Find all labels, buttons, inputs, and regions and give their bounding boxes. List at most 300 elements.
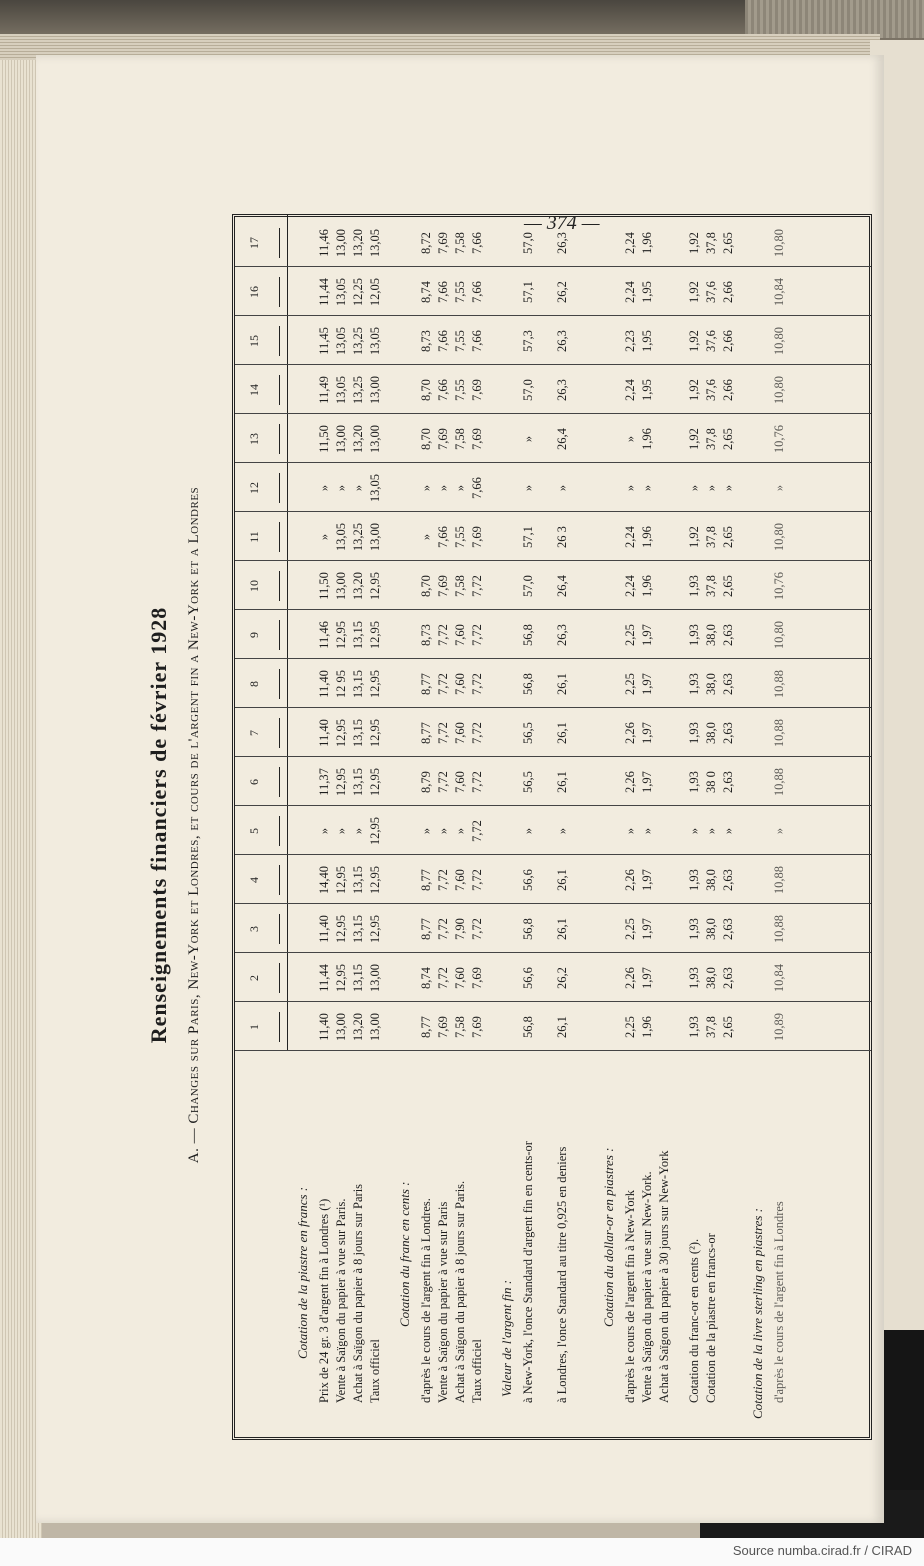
table-cell: » bbox=[453, 827, 467, 835]
table-cell: 8,72 bbox=[419, 232, 433, 254]
header-dash bbox=[279, 571, 280, 601]
table-cell: » bbox=[521, 435, 535, 443]
table-cell: 2,25 bbox=[623, 1016, 637, 1038]
column-header-16: 16 bbox=[247, 286, 261, 298]
header-dash bbox=[279, 473, 280, 503]
table-cell: 1,93 bbox=[687, 575, 701, 597]
table-cell: 13,00 bbox=[368, 1012, 382, 1042]
table-cell: 7,58 bbox=[453, 232, 467, 254]
column-divider bbox=[235, 658, 871, 659]
table-cell: 7,60 bbox=[453, 967, 467, 989]
table-cell: 7,72 bbox=[436, 967, 450, 989]
table-cell: 1,92 bbox=[687, 428, 701, 450]
table-cell: » bbox=[687, 484, 701, 492]
table-cell: 2,63 bbox=[721, 624, 735, 646]
row-label: Achat à Saïgon du papier à 8 jours sur Paris. bbox=[453, 1180, 467, 1403]
row-label: Cotation du franc-or en cents (²). bbox=[687, 1238, 701, 1403]
table-cell: 37,8 bbox=[704, 526, 718, 548]
header-dash bbox=[279, 816, 280, 846]
table-cell: 12,95 bbox=[334, 767, 348, 797]
table-cell: 13,20 bbox=[351, 571, 365, 601]
table-cell: 8,77 bbox=[419, 722, 433, 744]
table-cell: 26,1 bbox=[555, 869, 569, 891]
table-cell: 57,1 bbox=[521, 526, 535, 548]
table-cell: 26,2 bbox=[555, 281, 569, 303]
table-cell: 7,72 bbox=[436, 624, 450, 646]
header-dash bbox=[279, 718, 280, 748]
table-cell: 10,84 bbox=[772, 963, 786, 993]
column-header-6: 6 bbox=[247, 779, 261, 785]
section-heading: Cotation du franc en cents : bbox=[397, 1181, 412, 1327]
column-divider bbox=[235, 1001, 871, 1002]
column-divider bbox=[235, 707, 871, 708]
table-cell: 26,3 bbox=[555, 379, 569, 401]
column-divider bbox=[235, 364, 871, 365]
table-cell: 1,95 bbox=[640, 281, 654, 303]
table-cell: 1,97 bbox=[640, 918, 654, 940]
table-cell: 7,66 bbox=[470, 281, 484, 303]
header-dash bbox=[279, 963, 280, 993]
table-cell: 7,72 bbox=[470, 673, 484, 695]
table-cell: 13,00 bbox=[368, 424, 382, 454]
section-heading: Cotation de la piastre en francs : bbox=[295, 1186, 310, 1359]
table-cell: 11,50 bbox=[317, 425, 331, 453]
row-label: Achat à Saïgon du papier à 30 jours sur New-York bbox=[657, 1150, 671, 1403]
table-cell: 1,97 bbox=[640, 967, 654, 989]
header-rule bbox=[287, 215, 288, 1051]
table-cell: 7,66 bbox=[470, 232, 484, 254]
table-cell: 7,60 bbox=[453, 722, 467, 744]
table-cell: 56,8 bbox=[521, 918, 535, 940]
table-cell: 2,65 bbox=[721, 526, 735, 548]
table-cell: 11,40 bbox=[317, 670, 331, 698]
table-cell: 8,74 bbox=[419, 281, 433, 303]
table-cell: 7,72 bbox=[470, 722, 484, 744]
column-divider bbox=[235, 560, 871, 561]
table-cell: 7,66 bbox=[436, 379, 450, 401]
page-title: Renseignements financiers de février 1928 bbox=[146, 606, 171, 1044]
table-cell: 7,69 bbox=[436, 1016, 450, 1038]
header-dash bbox=[279, 669, 280, 699]
table-cell: 11,44 bbox=[317, 278, 331, 306]
table-cell: 2,25 bbox=[623, 673, 637, 695]
table-cell: 37,8 bbox=[704, 575, 718, 597]
table-cell: 2,65 bbox=[721, 232, 735, 254]
column-header-5: 5 bbox=[247, 828, 261, 834]
header-dash bbox=[279, 914, 280, 944]
table-cell: 10,88 bbox=[772, 865, 786, 895]
table-cell: 7,69 bbox=[470, 526, 484, 548]
header-dash bbox=[279, 1012, 280, 1042]
table-cell: 13,05 bbox=[368, 326, 382, 356]
table-cell: 1,95 bbox=[640, 379, 654, 401]
table-cell: 7,72 bbox=[470, 918, 484, 940]
table-cell: 2,63 bbox=[721, 722, 735, 744]
column-divider bbox=[235, 609, 871, 610]
table-cell: » bbox=[772, 484, 786, 492]
table-cell: » bbox=[317, 533, 331, 541]
table-cell: 2,63 bbox=[721, 869, 735, 891]
table-cell: 8,70 bbox=[419, 428, 433, 450]
column-header-9: 9 bbox=[247, 632, 261, 638]
table-cell: 12,95 bbox=[368, 767, 382, 797]
table-cell: 7,58 bbox=[453, 428, 467, 450]
table-cell: 12,95 bbox=[334, 963, 348, 993]
table-cell: 7,72 bbox=[436, 673, 450, 695]
column-divider bbox=[235, 805, 871, 806]
header-dash bbox=[279, 228, 280, 258]
row-label: Vente à Saïgon du papier à vue sur New-York. bbox=[640, 1171, 654, 1403]
row-label: Vente à Saïgon du papier à vue sur Paris. bbox=[334, 1198, 348, 1403]
table-cell: 26,4 bbox=[555, 575, 569, 597]
table-cell: 2,63 bbox=[721, 918, 735, 940]
column-divider bbox=[235, 511, 871, 512]
table-cell: 10,80 bbox=[772, 228, 786, 258]
table-cell: 56,5 bbox=[521, 722, 535, 744]
table-cell: 13,05 bbox=[334, 277, 348, 307]
table-cell: 1,92 bbox=[687, 281, 701, 303]
table-cell: » bbox=[317, 484, 331, 492]
table-cell: 1,95 bbox=[640, 330, 654, 352]
table-cell: 1,92 bbox=[687, 526, 701, 548]
table-cell: 11,37 bbox=[317, 768, 331, 796]
table-cell: 7,60 bbox=[453, 869, 467, 891]
table-cell: 26,3 bbox=[555, 232, 569, 254]
table-cell: 11,40 bbox=[317, 1013, 331, 1041]
table-cell: 2,65 bbox=[721, 1016, 735, 1038]
table-cell: » bbox=[521, 484, 535, 492]
table-cell: » bbox=[419, 827, 433, 835]
table-cell: 37,6 bbox=[704, 330, 718, 352]
table-cell: 13,05 bbox=[334, 326, 348, 356]
table-cell: 11,44 bbox=[317, 964, 331, 992]
table-cell: 26 3 bbox=[555, 526, 569, 548]
table-cell: 2,26 bbox=[623, 722, 637, 744]
table-cell: 7,72 bbox=[436, 771, 450, 793]
source-credit: Source numba.cirad.fr / CIRAD bbox=[732, 1543, 912, 1558]
table-cell: 7,60 bbox=[453, 673, 467, 695]
row-label: Taux officiel bbox=[470, 1339, 484, 1403]
header-dash bbox=[279, 424, 280, 454]
table-cell: 7,72 bbox=[470, 869, 484, 891]
header-dash bbox=[279, 620, 280, 650]
column-divider bbox=[235, 315, 871, 316]
table-cell: 57,1 bbox=[521, 281, 535, 303]
table-cell: 11,46 bbox=[317, 229, 331, 257]
row-label: d'après le cours de l'argent fin à Londres bbox=[772, 1201, 786, 1403]
table-cell: 10,88 bbox=[772, 767, 786, 797]
table-cell: 38,0 bbox=[704, 673, 718, 695]
table-cell: » bbox=[419, 484, 433, 492]
table-cell: 10,80 bbox=[772, 375, 786, 405]
column-header-13: 13 bbox=[247, 433, 261, 445]
table-cell: » bbox=[555, 827, 569, 835]
table-cell: 1,96 bbox=[640, 428, 654, 450]
column-header-17: 17 bbox=[247, 237, 261, 249]
table-cell: » bbox=[721, 484, 735, 492]
table-cell: 2,63 bbox=[721, 771, 735, 793]
column-header-3: 3 bbox=[247, 926, 261, 932]
table-cell: 7,60 bbox=[453, 624, 467, 646]
table-cell: 12,95 bbox=[368, 718, 382, 748]
table-cell: 8,70 bbox=[419, 379, 433, 401]
table-cell: 13,15 bbox=[351, 914, 365, 944]
table-cell: 13,25 bbox=[351, 326, 365, 356]
page-subtitle: A. — Changes sur Paris, New-York et Londres, et cours de l'argent fin a New-York et a Londres bbox=[186, 486, 202, 1164]
table-cell: 37,8 bbox=[704, 1016, 718, 1038]
table-cell: 13,00 bbox=[368, 375, 382, 405]
table-cell: 56,6 bbox=[521, 967, 535, 989]
table-cell: 7,72 bbox=[470, 575, 484, 597]
table-cell: 2,66 bbox=[721, 281, 735, 303]
table-cell: 2,24 bbox=[623, 575, 637, 597]
section-heading: Cotation du dollar-or en piastres : bbox=[601, 1147, 616, 1327]
table-cell: 1,97 bbox=[640, 771, 654, 793]
column-divider bbox=[235, 266, 871, 267]
table-cell: 13,00 bbox=[334, 1012, 348, 1042]
table-cell: 2,65 bbox=[721, 428, 735, 450]
table-cell: 7,60 bbox=[453, 771, 467, 793]
table-cell: » bbox=[334, 827, 348, 835]
table-cell: 2,24 bbox=[623, 526, 637, 548]
table-cell: » bbox=[351, 827, 365, 835]
table-cell: » bbox=[436, 827, 450, 835]
table-cell: 10,88 bbox=[772, 914, 786, 944]
table-cell: 38,0 bbox=[704, 869, 718, 891]
table-cell: 1,97 bbox=[640, 869, 654, 891]
table-cell: 7,69 bbox=[470, 1016, 484, 1038]
header-dash bbox=[279, 277, 280, 307]
table-cell: » bbox=[704, 484, 718, 492]
header-dash bbox=[279, 767, 280, 797]
table-cell: 13,00 bbox=[334, 228, 348, 258]
table-cell: 38,0 bbox=[704, 967, 718, 989]
table-cell: 12,05 bbox=[368, 277, 382, 307]
table-cell: 2,63 bbox=[721, 673, 735, 695]
table-cell: 12,95 bbox=[334, 620, 348, 650]
header-dash bbox=[279, 326, 280, 356]
table-cell: 2,24 bbox=[623, 379, 637, 401]
table-cell: 2,26 bbox=[623, 869, 637, 891]
table-cell: 26,1 bbox=[555, 722, 569, 744]
header-dash bbox=[279, 522, 280, 552]
column-header-7: 7 bbox=[247, 730, 261, 736]
row-label: Cotation de la piastre en francs-or bbox=[704, 1233, 718, 1403]
table-cell: 11,50 bbox=[317, 572, 331, 600]
table-cell: 12,95 bbox=[368, 620, 382, 650]
table-cell: 57,0 bbox=[521, 575, 535, 597]
column-divider bbox=[235, 462, 871, 463]
table-cell: 7,90 bbox=[453, 918, 467, 940]
table-cell: 13,20 bbox=[351, 1012, 365, 1042]
table-cell: » bbox=[640, 827, 654, 835]
table-cell: 8,77 bbox=[419, 918, 433, 940]
table-cell: 12,95 bbox=[368, 816, 382, 846]
table-cell: 1,93 bbox=[687, 771, 701, 793]
table-cell: » bbox=[704, 827, 718, 835]
header-dash bbox=[279, 375, 280, 405]
table-cell: 2,25 bbox=[623, 918, 637, 940]
table-cell: 12,95 bbox=[368, 571, 382, 601]
table-cell: 2,26 bbox=[623, 771, 637, 793]
table-cell: » bbox=[623, 827, 637, 835]
section-heading: Valeur de l'argent fin : bbox=[499, 1279, 514, 1397]
table-cell: 11,40 bbox=[317, 915, 331, 943]
table-cell: 13,15 bbox=[351, 963, 365, 993]
row-label: d'après le cours de l'argent fin à Londres. bbox=[419, 1198, 433, 1403]
table-cell: 7,72 bbox=[436, 918, 450, 940]
column-header-12: 12 bbox=[247, 482, 261, 494]
table-cell: 10,84 bbox=[772, 277, 786, 307]
column-header-15: 15 bbox=[247, 335, 261, 347]
table-cell: 1,93 bbox=[687, 673, 701, 695]
table-cell: 37,8 bbox=[704, 232, 718, 254]
column-divider bbox=[235, 903, 871, 904]
table-cell: 37,8 bbox=[704, 428, 718, 450]
table-cell: 7,55 bbox=[453, 330, 467, 352]
table-cell: 38,0 bbox=[704, 918, 718, 940]
table-cell: 2,24 bbox=[623, 281, 637, 303]
table-cell: 1,97 bbox=[640, 722, 654, 744]
table-cell: 1,93 bbox=[687, 624, 701, 646]
table-cell: 8,74 bbox=[419, 967, 433, 989]
table-cell: 1,96 bbox=[640, 232, 654, 254]
table-cell: 10,76 bbox=[772, 571, 786, 601]
table-cell: 7,55 bbox=[453, 379, 467, 401]
table-cell: 37,6 bbox=[704, 379, 718, 401]
table-cell: 7,69 bbox=[436, 575, 450, 597]
table-cell: 12,95 bbox=[368, 914, 382, 944]
table-cell: 7,72 bbox=[436, 869, 450, 891]
row-label: Taux officiel bbox=[368, 1339, 382, 1403]
row-label: Achat à Saïgon du papier à 8 jours sur Paris bbox=[351, 1183, 365, 1403]
table-cell: 10,80 bbox=[772, 620, 786, 650]
table-cell: 26,1 bbox=[555, 1016, 569, 1038]
header-dash bbox=[279, 865, 280, 895]
column-divider bbox=[235, 854, 871, 855]
table-cell: 13,15 bbox=[351, 865, 365, 895]
table-cell: 2,63 bbox=[721, 967, 735, 989]
table-cell: 10,89 bbox=[772, 1012, 786, 1042]
table-cell: » bbox=[721, 827, 735, 835]
table-cell: 13,25 bbox=[351, 522, 365, 552]
table-cell: 57,3 bbox=[521, 330, 535, 352]
table-cell: 26,4 bbox=[555, 428, 569, 450]
table-cell: 14,40 bbox=[317, 865, 331, 895]
table-cell: 7,69 bbox=[470, 967, 484, 989]
table-cell: 13,00 bbox=[368, 522, 382, 552]
table-cell: » bbox=[555, 484, 569, 492]
table-cell: 1,93 bbox=[687, 1016, 701, 1038]
table-cell: 26,1 bbox=[555, 673, 569, 695]
table-cell: 7,72 bbox=[436, 722, 450, 744]
table-cell: 13,05 bbox=[368, 473, 382, 503]
row-label: Vente à Saïgon du papier à vue sur Paris bbox=[436, 1201, 450, 1403]
table-cell: 2,24 bbox=[623, 232, 637, 254]
table-cell: 1,96 bbox=[640, 1016, 654, 1038]
table-cell: 7,69 bbox=[436, 428, 450, 450]
row-label: à New-York, l'once Standard d'argent fin en cents-or bbox=[521, 1141, 535, 1403]
table-cell: 7,66 bbox=[470, 477, 484, 499]
table-cell: 8,70 bbox=[419, 575, 433, 597]
table-cell: 12,95 bbox=[334, 718, 348, 748]
table-cell: 13,15 bbox=[351, 767, 365, 797]
table-cell: 12,95 bbox=[368, 669, 382, 699]
table-cell: 56,5 bbox=[521, 771, 535, 793]
table-cell: 37,6 bbox=[704, 281, 718, 303]
table-cell: 8,79 bbox=[419, 771, 433, 793]
table-cell: 1,96 bbox=[640, 575, 654, 597]
book-cloth-binding bbox=[745, 0, 924, 38]
row-label: à Londres, l'once Standard au titre 0,925 en deniers bbox=[555, 1146, 569, 1403]
table-cell: 38,0 bbox=[704, 624, 718, 646]
table-cell: » bbox=[772, 827, 786, 835]
table-cell: » bbox=[623, 484, 637, 492]
table-cell: 7,55 bbox=[453, 281, 467, 303]
table-cell: 8,77 bbox=[419, 1016, 433, 1038]
table-cell: 10,88 bbox=[772, 669, 786, 699]
section-heading: Cotation de la livre sterling en piastres : bbox=[750, 1208, 765, 1419]
table-cell: 13,15 bbox=[351, 718, 365, 748]
table-cell: 1,92 bbox=[687, 330, 701, 352]
table-cell: 12 95 bbox=[334, 669, 348, 699]
table-cell: 38,0 bbox=[704, 722, 718, 744]
table-cell: 56,8 bbox=[521, 1016, 535, 1038]
table-cell: 7,58 bbox=[453, 575, 467, 597]
table-cell: 38 0 bbox=[704, 771, 718, 793]
table-cell: 26,1 bbox=[555, 918, 569, 940]
table-cell: » bbox=[453, 484, 467, 492]
table-cell: 26,1 bbox=[555, 771, 569, 793]
column-header-14: 14 bbox=[247, 384, 261, 396]
table-cell: 7,72 bbox=[470, 771, 484, 793]
table-cell: 56,6 bbox=[521, 869, 535, 891]
rotated-content bbox=[146, 210, 924, 1440]
table-cell: 10,76 bbox=[772, 424, 786, 454]
table-cell: 7,69 bbox=[436, 232, 450, 254]
table-cell: 2,25 bbox=[623, 624, 637, 646]
table-cell: 11,46 bbox=[317, 621, 331, 649]
table-cell: 57,0 bbox=[521, 379, 535, 401]
table-cell: 7,72 bbox=[470, 820, 484, 842]
table-cell: 57,0 bbox=[521, 232, 535, 254]
table-cell: 13,00 bbox=[334, 424, 348, 454]
table-cell: 10,88 bbox=[772, 718, 786, 748]
table-cell: 13,25 bbox=[351, 375, 365, 405]
table-cell: 1,92 bbox=[687, 232, 701, 254]
table-cell: 10,80 bbox=[772, 522, 786, 552]
table-cell: 1,96 bbox=[640, 526, 654, 548]
table-cell: 8,73 bbox=[419, 624, 433, 646]
table-cell: 56,8 bbox=[521, 673, 535, 695]
table-cell: 12,95 bbox=[334, 914, 348, 944]
column-header-11: 11 bbox=[247, 531, 261, 543]
table-cell: 8,77 bbox=[419, 869, 433, 891]
table-cell: 7,72 bbox=[470, 624, 484, 646]
table-cell: 12,95 bbox=[334, 865, 348, 895]
table-cell: 2,65 bbox=[721, 575, 735, 597]
table-cell: » bbox=[687, 827, 701, 835]
table-cell: 13,05 bbox=[334, 375, 348, 405]
table-cell: 7,66 bbox=[436, 281, 450, 303]
table-cell: 2,66 bbox=[721, 330, 735, 352]
table-cell: 7,66 bbox=[436, 330, 450, 352]
table-cell: 1,93 bbox=[687, 869, 701, 891]
table-cell: 7,66 bbox=[470, 330, 484, 352]
row-label: Prix de 24 gr. 3 d'argent fin à Londres (¹) bbox=[317, 1198, 331, 1403]
table-cell: 1,93 bbox=[687, 967, 701, 989]
table-cell: 26,2 bbox=[555, 967, 569, 989]
